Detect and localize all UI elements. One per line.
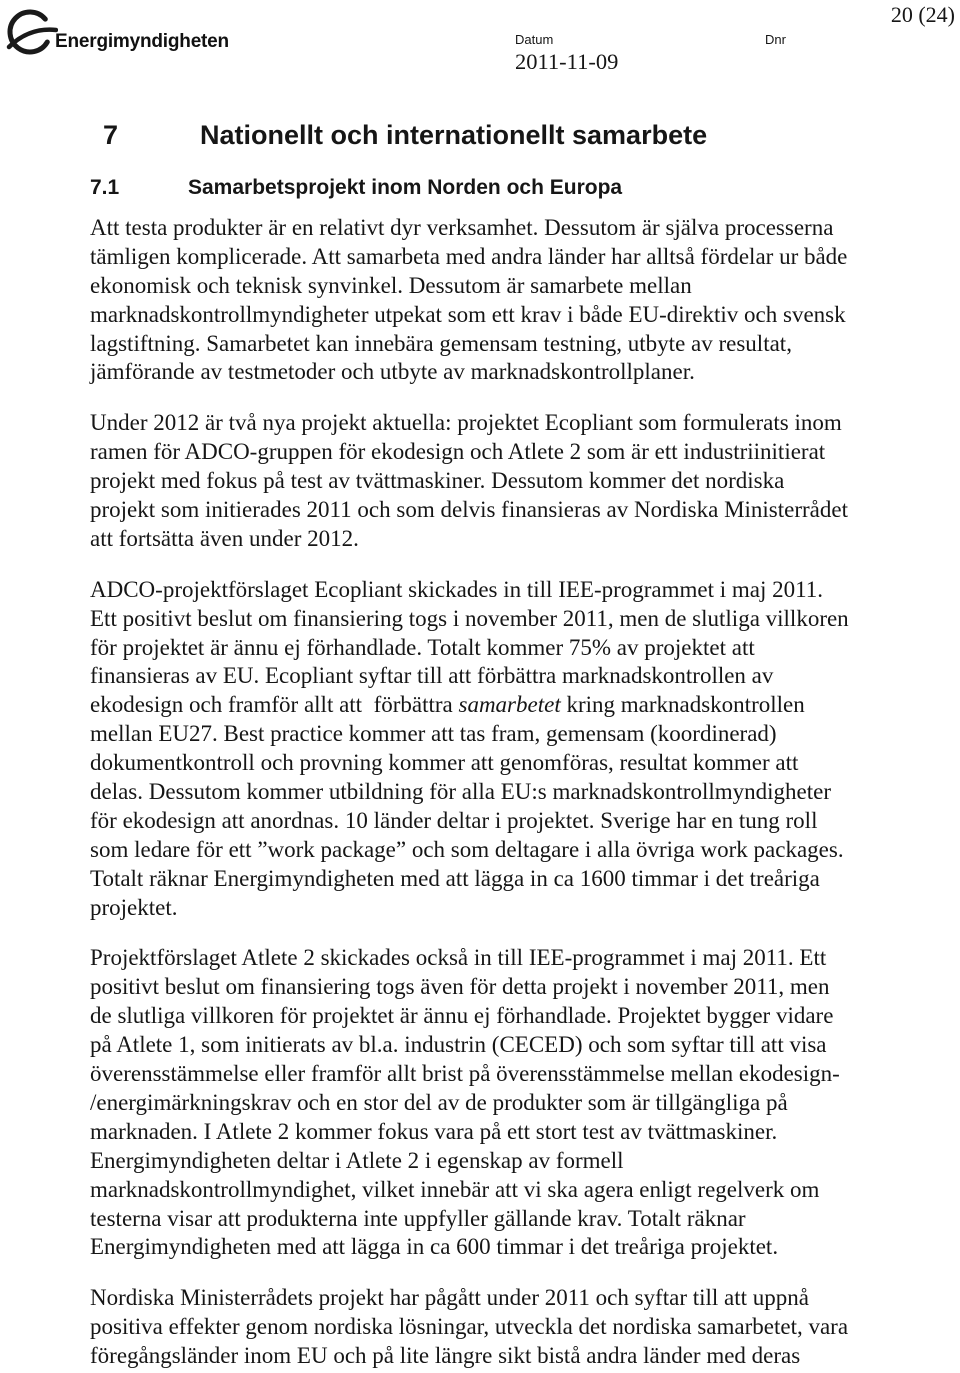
text-line: föregångsländer inom EU och på lite längre sikt bistå andra länder med deras	[90, 1343, 801, 1369]
date-label: Datum	[515, 32, 554, 47]
text-segment: ekodesign och framför allt att förbättra	[90, 692, 459, 718]
paragraph	[90, 214, 950, 387]
text-line: testerna visar att produkterna inte uppfyller gällande krav. Totalt räknar	[90, 1205, 746, 1231]
text-line: dokumentkontroll och provning kommer att genomföras, resultat kommer att	[90, 750, 799, 776]
text-line: /energimärkningskrav och en stor del av de produkter som är tillgängliga på	[90, 1089, 788, 1115]
text-line: projekt som initierades 2011 och som delvis finansieras av Nordiska Ministerrådet	[90, 497, 848, 523]
text-line: finansieras av EU. Ecopliant syftar till att förbättra marknadskontrollen av	[90, 663, 774, 689]
text-line: mellan EU27. Best practice kommer att tas fram, gemensam (koordinerad)	[90, 721, 777, 747]
text-segment: kring marknadskontrollen	[560, 692, 805, 718]
section-title: Nationellt och internationellt samarbete	[200, 120, 708, 150]
emphasized-text: samarbetet	[458, 692, 561, 718]
text-line: delas. Dessutom kommer utbildning för alla EU:s marknadskontrollmyndigheter	[90, 779, 831, 805]
text-line: Energimyndigheten med att lägga in ca 600 timmar i det treåriga projektet.	[90, 1234, 779, 1260]
logo-wordmark: Energimyndigheten	[55, 31, 229, 52]
paragraph	[90, 576, 950, 923]
text-line: ekonomisk och teknisk synvinkel. Dessutom är samarbete mellan	[90, 272, 692, 298]
text-line: marknadskontrollmyndigheter utpekat som ett krav i både EU-direktiv och svensk	[90, 301, 846, 327]
text-line: Projektförslaget Atlete 2 skickades också in till IEE-programmet i maj 2011. Ett	[90, 945, 827, 971]
text-line	[90, 691, 950, 720]
text-line: för ekodesign att anordnas. 10 länder deltar i projektet. Sverige har en tung roll	[90, 807, 818, 833]
text-line: positivt beslut om finansiering togs även för detta projekt i november 2011, men	[90, 974, 830, 1000]
text-line: marknadskontrollmyndighet, vilket innebär att vi ska agera enligt regelverk om	[90, 1176, 820, 1202]
text-line: jämförande av testmetoder och utbyte av marknadskontrollplaner.	[90, 359, 695, 385]
text-line: ADCO-projektförslaget Ecopliant skickades in till IEE-programmet i maj 2011.	[90, 576, 824, 602]
paragraph	[90, 409, 950, 553]
text-line: Nordiska Ministerrådets projekt har pågått under 2011 och syftar till att uppnå	[90, 1285, 809, 1311]
paragraph	[90, 944, 950, 1262]
text-line: Ett positivt beslut om finansiering togs i november 2011, men de slutliga villkoren	[90, 605, 849, 631]
text-line: Att testa produkter är en relativt dyr verksamhet. Dessutom är själva processerna	[90, 215, 834, 240]
text-line: positiva effekter genom nordiska lösningar, utveckla det nordiska samarbetet, vara	[90, 1314, 849, 1340]
body-text	[90, 214, 950, 1371]
logo-swoosh-icon	[4, 4, 58, 58]
page-number: 20 (24)	[890, 2, 955, 27]
text-line: överensstämmelse eller framför allt brist på överensstämmelse mellan ekodesign-	[90, 1061, 840, 1087]
text-line: projekt med fokus på test av tvättmaskiner. Dessutom kommer det nordiska	[90, 468, 785, 494]
text-line: lagstiftning. Samarbetet kan innebära gemensam testning, utbyte av resultat,	[90, 330, 792, 356]
subsection-number: 7.1	[90, 176, 120, 199]
dnr-label: Dnr	[765, 32, 786, 47]
text-line: Energimyndigheten deltar i Atlete 2 i egenskap av formell	[90, 1147, 624, 1173]
text-line: Under 2012 är två nya projekt aktuella: projektet Ecopliant som formulerats inom	[90, 410, 842, 436]
text-line: tämligen komplicerade. Att samarbeta med andra länder har alltså fördelar ur både	[90, 243, 848, 269]
text-line: för projektet är ännu ej förhandlade. Totalt kommer 75% av projektet att	[90, 634, 755, 660]
text-line: att fortsätta även under 2012.	[90, 525, 359, 551]
text-line: på Atlete 1, som initierats av bl.a. industrin (CECED) och som syftar till att visa	[90, 1032, 827, 1058]
subsection-title: Samarbetsprojekt inom Norden och Europa	[188, 176, 623, 199]
subsection-heading	[0, 175, 960, 201]
text-line: de slutliga villkoren för projektet är ännu ej förhandlade. Projektet bygger vidare	[90, 1003, 834, 1029]
date-value: 2011-11-09	[515, 49, 619, 74]
text-line: Totalt räknar Energimyndigheten med att lägga in ca 1600 timmar i det treåriga	[90, 865, 820, 891]
text-line: ramen för ADCO-gruppen för ekodesign och Atlete 2 som är ett industriinitierat	[90, 439, 826, 465]
text-line: marknaden. I Atlete 2 kommer fokus vara på ett stort test av tvättmaskiner.	[90, 1118, 778, 1144]
paragraph	[90, 1284, 950, 1371]
section-heading	[0, 119, 960, 151]
section-number: 7	[103, 120, 119, 150]
text-line: som ledare för ett ”work package” och som deltagare i alla övriga work packages.	[90, 836, 844, 862]
text-line: projektet.	[90, 894, 178, 920]
energimyndigheten-logo	[4, 4, 240, 58]
